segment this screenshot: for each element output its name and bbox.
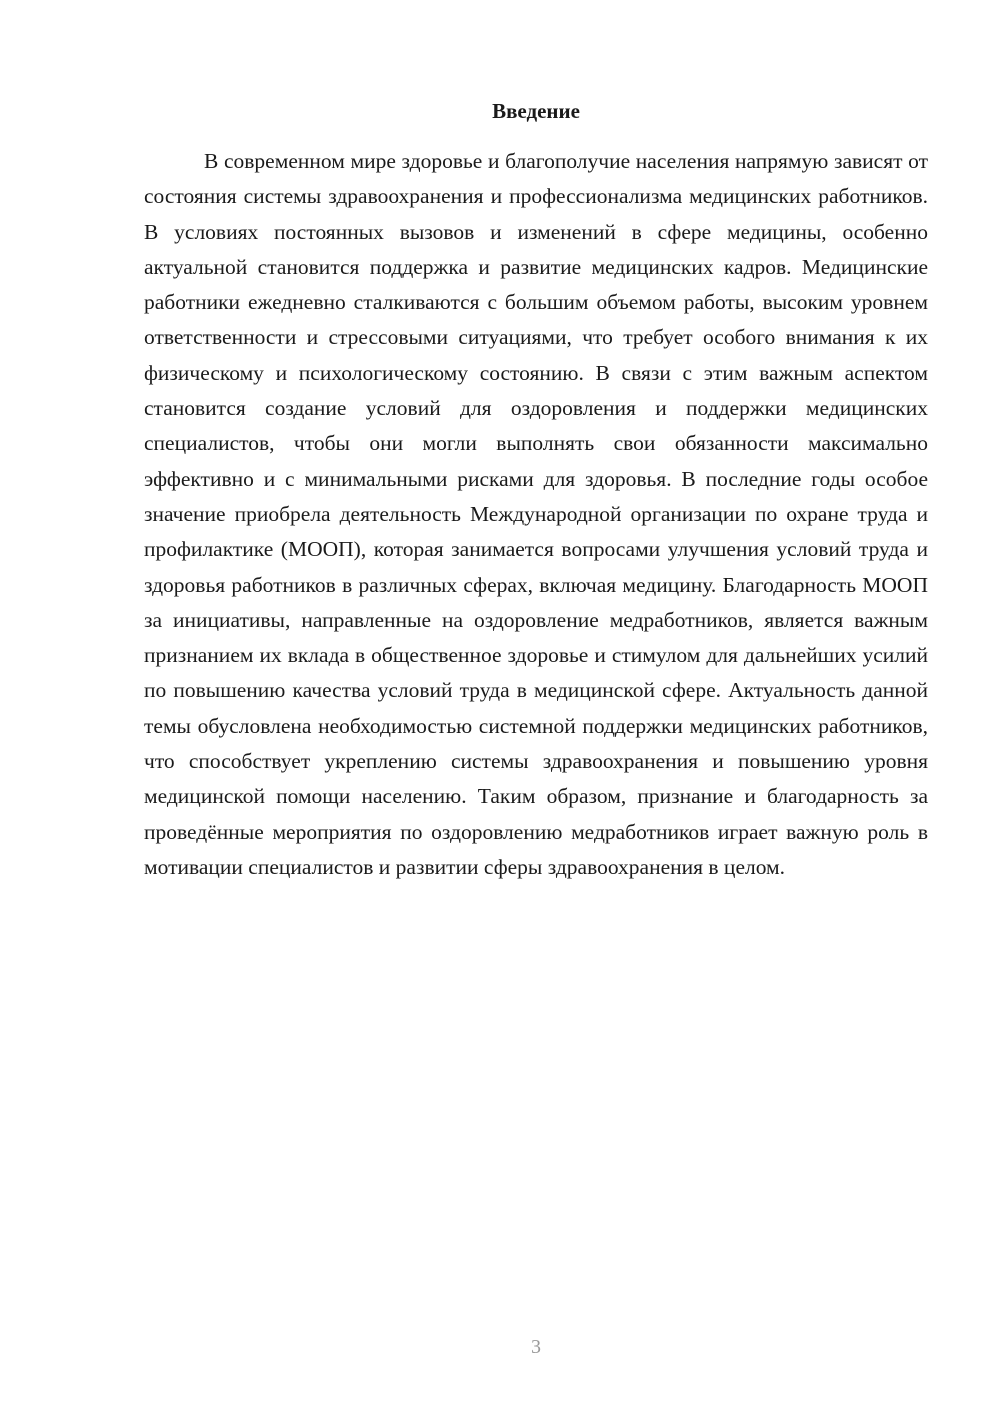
body-paragraph: В современном мире здоровье и благополучие населения напрямую зависят от состояния системы здравоохранения и профессионализма медицинских работников. В условиях постоянных вызовов и изменений в сфере медицины, особенно актуальной становится поддержка и развитие медицинских кадров. Медицинские работники ежедневно сталкиваются с большим объемом работы, высоким уровнем ответственности и стрессовыми ситуациями, что требует особого внимания к их физическому и психологическому состоянию. В связи с этим важным аспектом становится создание условий для оздоровления и поддержки медицинских специалистов, чтобы они могли выполнять свои обязанности максимально эффективно и с минимальными рисками для здоровья. В последние годы особое значение приобрела деятельность Международной организации по охране труда и профилактике (МООП), которая занимается вопросами улучшения условий труда и здоровья работников в различных сферах, включая медицину. Благодарность МООП за инициативы, направленные на оздоровление медработников, является важным признанием их вклада в общественное здоровье и стимулом для дальнейших усилий по повышению качества условий труда в медицинской сфере. Актуальность данной темы обусловлена необходимостью системной поддержки медицинских работников, что способствует укреплению системы здравоохранения и повышению уровня медицинской помощи населению. Таким образом, признание и благодарность за проведённые мероприятия по оздоровлению медработников играет важную роль в мотивации специалистов и развитии сферы здравоохранения в целом. <box>144 149 928 879</box>
page-number: 3 <box>531 1336 541 1358</box>
section-heading: Введение <box>492 99 580 123</box>
